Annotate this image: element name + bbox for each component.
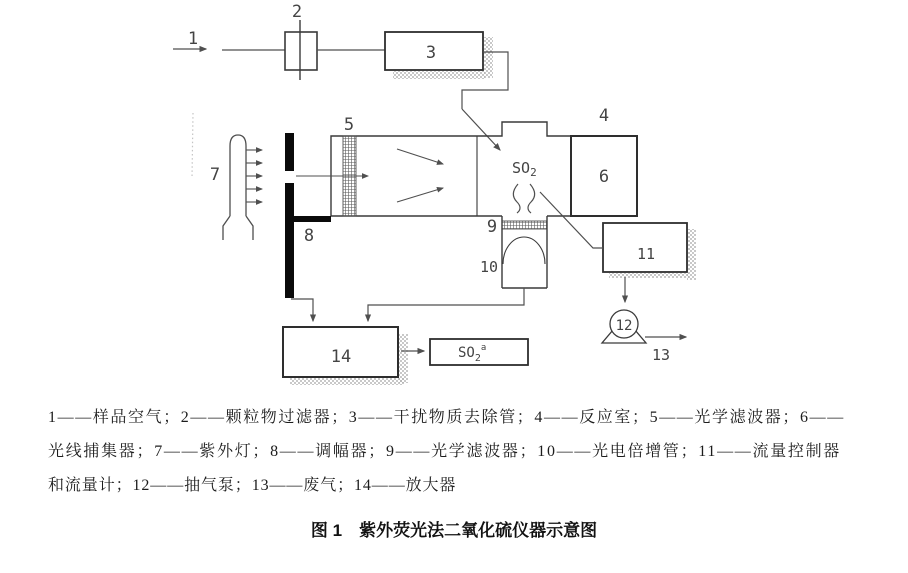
amplifier-wires [291, 288, 524, 321]
legend-line-3: 和流量计；12——抽气泵；13——废气；14——放大器 [48, 477, 457, 494]
wire-pmt-to-amplifier [368, 288, 524, 321]
lamp-body [223, 135, 253, 240]
label-13: 13 [651, 346, 671, 364]
wire-chopper-to-amplifier [291, 299, 313, 321]
interference-removal-tube [385, 32, 493, 79]
label-14: 14 [330, 347, 352, 367]
label-9: 9 [486, 217, 498, 237]
stipple-right [687, 229, 696, 280]
so2-sub: 2 [530, 166, 537, 179]
pmt-dome [503, 237, 545, 264]
so2-base: SO [512, 159, 531, 177]
stipple-bottom [609, 273, 689, 278]
chopper-bar [285, 133, 294, 298]
fluorescence-waves [513, 184, 534, 213]
sample-air-inlet [173, 49, 285, 50]
pipe-inlet-arrow [462, 109, 500, 150]
label-3: 3 [425, 43, 437, 63]
filter-box [285, 32, 317, 70]
stipple-bottom [393, 71, 485, 79]
legend-line-1: 1——样品空气；2——颗粒物过滤器；3——干扰物质去除管；4——反应室；5——光学滤波器；6—— [48, 409, 845, 426]
figure-legend [48, 401, 864, 503]
label-8: 8 [303, 226, 315, 246]
label-12: 12 [615, 318, 633, 334]
chamber-so2-text [512, 159, 537, 179]
label-11: 11 [636, 245, 656, 263]
beam-arrow-upper [397, 149, 443, 164]
particulate-filter [285, 20, 317, 80]
chopper [285, 133, 331, 298]
uv-lamp [223, 135, 253, 240]
optical-filter-emission [502, 221, 547, 229]
label-2: 2 [291, 2, 303, 22]
label-10: 10 [479, 258, 499, 276]
stipple-right [484, 37, 493, 78]
label-7: 7 [209, 165, 221, 185]
label-1: 1 [187, 29, 199, 49]
chopper-slit [285, 171, 294, 183]
signal-sub: 2 [474, 353, 481, 364]
signal-sup: a [480, 343, 487, 353]
wave-right [528, 184, 535, 213]
legend-line-2: 光线捕集器；7——紫外灯；8——调幅器；9——光学滤波器；10——光电倍增管；11——流量控制器 [48, 443, 842, 460]
beam-arrow-lower [397, 188, 443, 202]
label-4: 4 [598, 106, 610, 126]
label-5: 5 [343, 115, 355, 135]
label-6: 6 [598, 167, 610, 187]
figure-caption: 图 1 紫外荧光法二氧化硫仪器示意图 [310, 521, 598, 540]
light-beam-arrows [397, 149, 443, 202]
signal-base: SO [458, 345, 475, 361]
uv-ray-arrows [246, 150, 262, 202]
wave-left [513, 184, 520, 213]
stipple-bottom [290, 378, 404, 385]
stipple-right [399, 334, 408, 383]
chopper-arm [294, 216, 331, 222]
scan-artifact-dotted-line [192, 113, 193, 178]
